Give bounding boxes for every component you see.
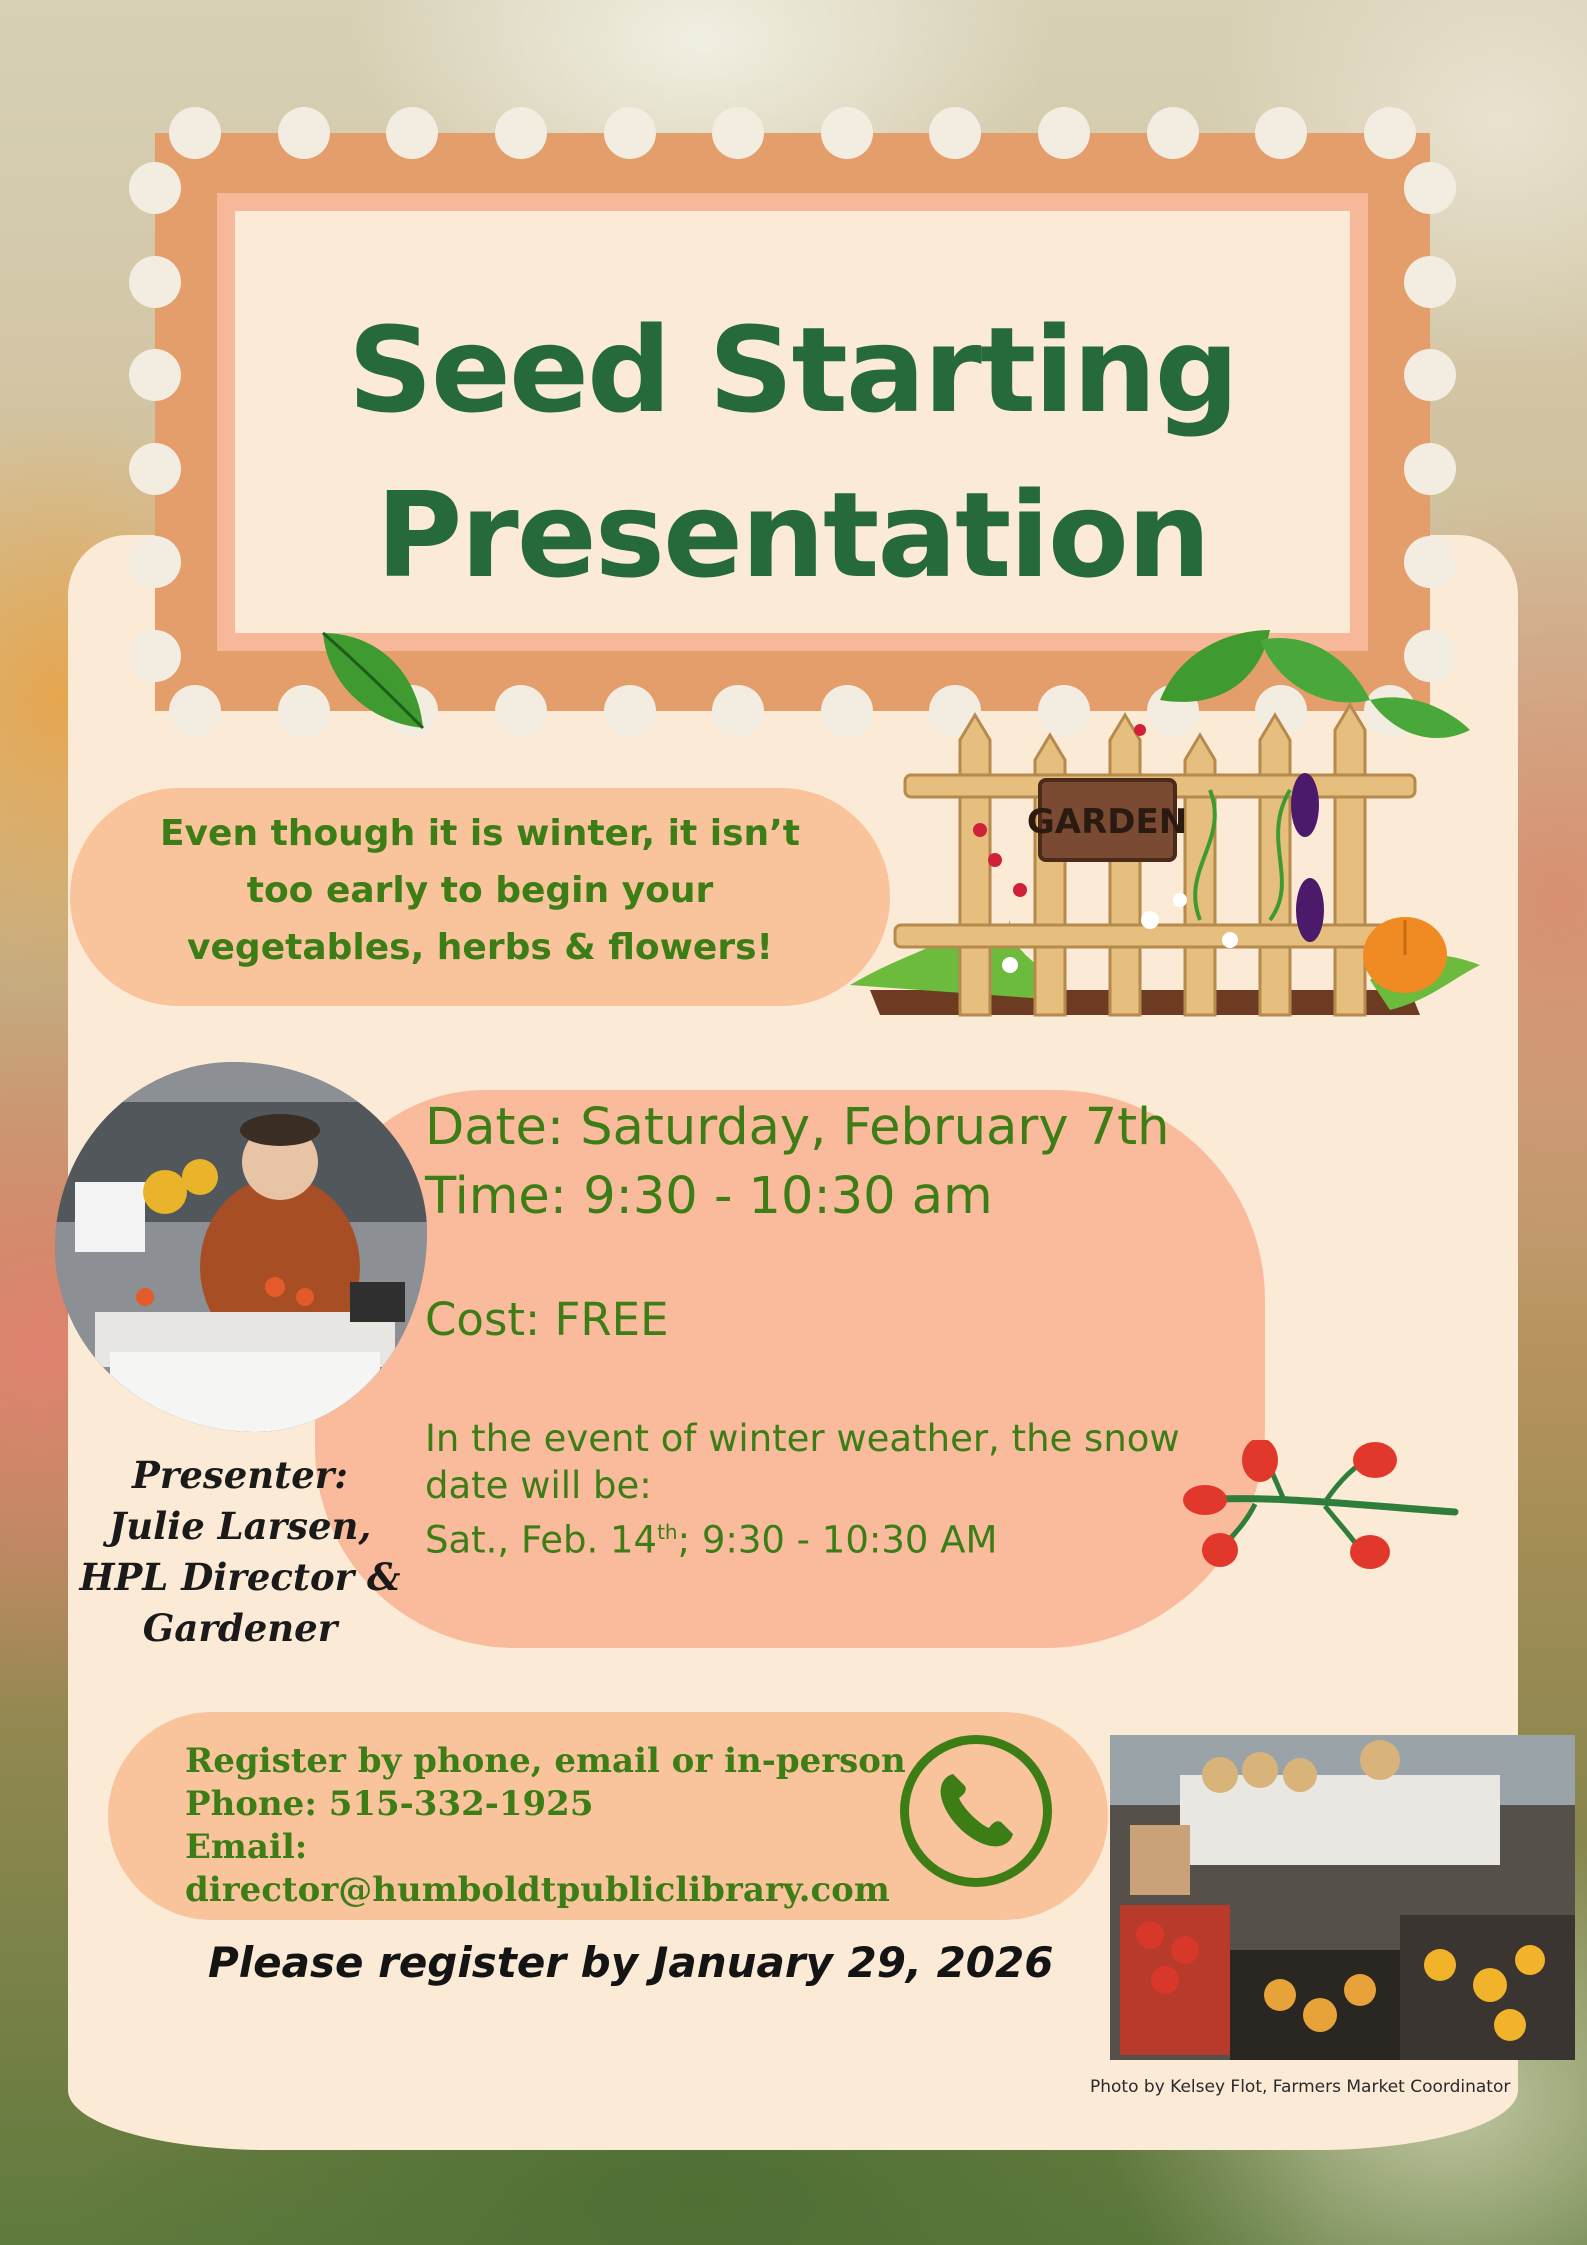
stamp-notch — [1147, 107, 1199, 159]
leaf-icon — [318, 628, 428, 738]
stamp-notch — [929, 107, 981, 159]
presenter-label: Presenter: — [132, 1453, 348, 1497]
intro-text — [100, 805, 860, 976]
stamp-notch — [386, 107, 438, 159]
register-email-label: Email: — [185, 1827, 308, 1867]
stamp-notch — [129, 443, 181, 495]
stamp-notch — [129, 349, 181, 401]
register-email[interactable]: director@humboldtpubliclibrary.com — [185, 1870, 890, 1910]
phone-icon — [900, 1735, 1052, 1887]
stamp-border — [217, 193, 1368, 651]
presenter-info — [65, 1450, 415, 1654]
garden-sign-text: GARDEN — [1026, 802, 1188, 842]
stamp-notch — [821, 107, 873, 159]
berry-branch-icon — [1175, 1440, 1460, 1570]
event-time: Time: 9:30 - 10:30 am — [425, 1167, 993, 1226]
farmers-market-photo — [1110, 1735, 1575, 2060]
intro-line-2: too early to begin your — [246, 870, 714, 911]
stamp-notch — [1255, 107, 1307, 159]
stamp-notch — [1404, 162, 1456, 214]
stamp-notch — [604, 685, 656, 737]
stamp-notch — [1364, 107, 1416, 159]
garden-fence-illustration — [850, 620, 1490, 1030]
stamp-notch — [1404, 349, 1456, 401]
stamp-notch — [495, 107, 547, 159]
stamp-notch — [1404, 443, 1456, 495]
presenter-role-2: Gardener — [142, 1606, 338, 1650]
title-line-1: Seed Starting — [347, 301, 1238, 439]
snow-line-2: date will be: — [425, 1464, 652, 1507]
stamp-notch — [495, 685, 547, 737]
stamp-notch — [1038, 107, 1090, 159]
stamp-notch — [1404, 256, 1456, 308]
title-line-2: Presentation — [376, 466, 1209, 604]
register-info — [185, 1740, 906, 1912]
intro-line-3: vegetables, herbs & flowers! — [187, 927, 773, 968]
stamp-card — [235, 211, 1350, 633]
registration-deadline: Please register by January 29, 2026 — [208, 1938, 1054, 1987]
stamp-notch — [1404, 536, 1456, 588]
stamp-notch — [169, 107, 221, 159]
event-date: Date: Saturday, February 7th — [425, 1098, 1170, 1157]
intro-line-1: Even though it is winter, it isn’t — [159, 813, 801, 854]
stamp-notch — [169, 685, 221, 737]
register-heading: Register by phone, email or in-person — [185, 1741, 906, 1781]
stamp-notch — [129, 162, 181, 214]
stamp-notch — [712, 107, 764, 159]
register-phone[interactable]: Phone: 515-332-1925 — [185, 1784, 594, 1824]
snow-date-info — [425, 1415, 1255, 1563]
stamp-notch — [604, 107, 656, 159]
presenter-name: Julie Larsen, — [108, 1504, 372, 1548]
stamp-notch — [129, 630, 181, 682]
snow-line-1: In the event of winter weather, the snow — [425, 1417, 1180, 1460]
snow-date: Sat., Feb. 14th; 9:30 - 10:30 AM — [425, 1518, 998, 1562]
stamp-notch — [129, 256, 181, 308]
stamp-notch — [129, 536, 181, 588]
stamp-notch — [712, 685, 764, 737]
event-cost: Cost: FREE — [425, 1293, 669, 1346]
photo-credit: Photo by Kelsey Flot, Farmers Market Coordinator — [1090, 2077, 1511, 2097]
presenter-role: HPL Director & — [79, 1555, 401, 1599]
stamp-notch — [278, 107, 330, 159]
